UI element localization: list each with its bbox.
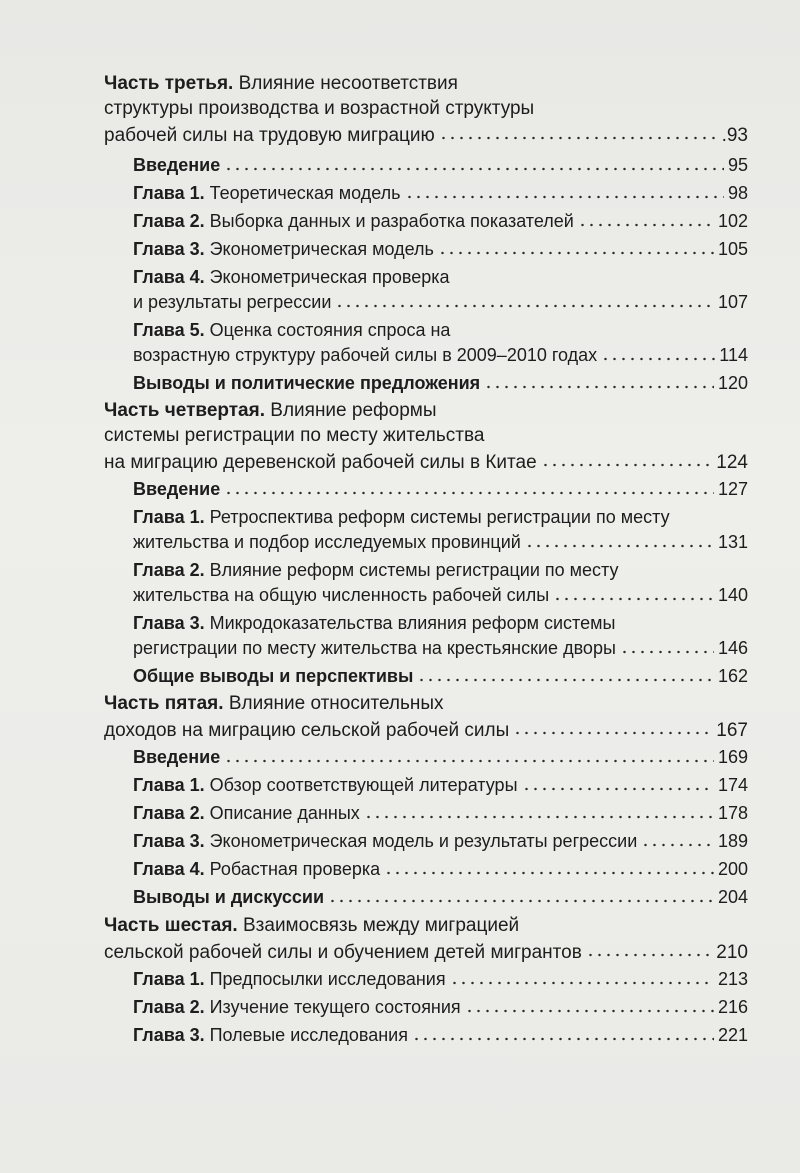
toc-entry-label: Глава 4. (133, 859, 205, 879)
toc-entry-title (133, 801, 360, 825)
toc-entry[interactable] (133, 371, 748, 395)
toc-entry[interactable] (133, 530, 748, 554)
dot-leader (224, 153, 724, 171)
toc-entry-title (133, 209, 574, 233)
dot-leader (384, 857, 714, 875)
toc-entry-label: Глава 1. (133, 507, 205, 527)
toc-entry-label: Введение (133, 155, 221, 175)
toc-entry-text: Полевые исследования (204, 1025, 408, 1045)
toc-entry-text: жительства и подбор исследуемых провинций (133, 532, 521, 552)
toc-entry-title (133, 318, 450, 342)
toc-entry[interactable] (133, 237, 748, 261)
toc-entry-label: Часть пятая. (104, 693, 224, 714)
toc-entry-line[interactable] (104, 914, 519, 938)
dot-leader (513, 717, 712, 736)
toc-entry[interactable] (133, 290, 748, 314)
toc-entry-line[interactable] (104, 97, 534, 121)
toc-entry-text: Влияние относительных (223, 693, 444, 714)
toc-entry-text: возрастную структуру рабочей силы в 2009–2010 годах (133, 345, 598, 365)
toc-entry[interactable] (133, 745, 748, 769)
toc-entry-title (133, 371, 480, 395)
toc-entry[interactable] (133, 773, 748, 797)
toc-entry[interactable] (133, 343, 748, 367)
toc-entry-title (133, 558, 619, 582)
toc-entry-text: Теоретическая модель (204, 183, 401, 203)
dot-leader (484, 371, 714, 389)
toc-entry[interactable] (104, 717, 748, 743)
toc-entry-title (133, 885, 324, 909)
toc-entry-text: Влияние реформ системы регистрации по месту (204, 560, 619, 580)
toc-entry-title (133, 1023, 408, 1047)
dot-leader (335, 290, 714, 308)
toc-entry-line[interactable] (104, 399, 437, 423)
toc-entry[interactable] (133, 967, 748, 991)
toc-entry[interactable] (133, 1023, 748, 1047)
toc-entry[interactable] (133, 801, 748, 825)
toc-page-number: 210 (716, 942, 748, 963)
dot-leader (522, 773, 714, 791)
toc-entry-title (104, 719, 509, 743)
dot-leader (328, 885, 714, 903)
toc-entry-text: структуры производства и возрастной структуры (104, 98, 535, 119)
toc-page-number: 140 (717, 585, 748, 605)
toc-entry-line[interactable] (133, 611, 615, 635)
toc-page-number: 107 (717, 292, 748, 312)
toc-entry-title (133, 995, 461, 1019)
toc-entry-title (104, 914, 519, 938)
toc-entry-title (104, 124, 435, 148)
toc-entry-label: Глава 3. (133, 831, 205, 851)
toc-page-number: 169 (717, 747, 748, 767)
toc-entry-text: и результаты регрессии (133, 292, 332, 312)
toc-page-number: 105 (717, 239, 748, 259)
toc-entry-text: рабочей силы на трудовую миграцию (104, 125, 435, 146)
toc-entry[interactable] (133, 664, 748, 688)
dot-leader (525, 530, 714, 548)
toc-entry-label: Глава 2. (133, 560, 205, 580)
toc-entry-line[interactable] (104, 692, 444, 716)
toc-entry-label: Глава 4. (133, 267, 205, 287)
toc-entry-label: Введение (133, 479, 221, 499)
toc-entry-text: жительства на общую численность рабочей силы (133, 585, 550, 605)
dot-leader (620, 636, 714, 654)
toc-entry-title (104, 72, 458, 96)
toc-page-number: 167 (716, 720, 748, 741)
toc-entry-title (104, 97, 534, 121)
toc-entry-title (133, 343, 597, 367)
toc-entry-text: Эконометрическая проверка (204, 267, 450, 287)
toc-entry-text: Предпосылки исследования (204, 969, 446, 989)
dot-leader (541, 449, 713, 468)
toc-entry-label: Глава 2. (133, 803, 205, 823)
toc-entry-title (133, 530, 521, 554)
toc-entry-title (133, 237, 434, 261)
toc-entry-title (133, 967, 446, 991)
toc-entry-text: Выборка данных и разработка показателей (204, 211, 574, 231)
toc-entry[interactable] (133, 153, 748, 177)
toc-entry[interactable] (104, 122, 748, 148)
toc-entry-title (104, 424, 484, 448)
toc-entry[interactable] (104, 939, 748, 965)
toc-entry[interactable] (133, 209, 748, 233)
toc-entry[interactable] (133, 477, 748, 501)
toc-entry-label: Глава 5. (133, 320, 205, 340)
dot-leader (412, 1023, 714, 1041)
dot-leader (601, 343, 715, 361)
dot-leader (641, 829, 714, 847)
toc-entry-line[interactable] (133, 318, 450, 342)
toc-entry[interactable] (133, 583, 748, 607)
dot-leader (364, 801, 714, 819)
toc-page-number: 114 (719, 345, 748, 365)
toc-entry-text: регистрации по месту жительства на крестьянские дворы (133, 638, 616, 658)
toc-entry[interactable] (133, 181, 748, 205)
toc-entry-label: Часть шестая. (104, 915, 238, 936)
toc-entry-title (133, 290, 331, 314)
toc-page-number: 146 (717, 638, 748, 658)
toc-entry-line[interactable] (104, 72, 458, 96)
toc-entry-text: Ретроспектива реформ системы регистрации по месту (204, 507, 670, 527)
toc-entry-text: на миграцию деревенской рабочей силы в Китае (104, 452, 537, 473)
dot-leader (224, 477, 714, 495)
toc-page-number: 174 (717, 775, 748, 795)
toc-entry-text: системы регистрации по месту жительства (104, 425, 485, 446)
toc-page-number: 95 (727, 155, 748, 175)
dot-leader (417, 664, 714, 682)
toc-entry-title (133, 745, 220, 769)
toc-page-number: 204 (717, 887, 748, 907)
toc-page-number: .93 (721, 125, 748, 146)
toc-entry-label: Общие выводы и перспективы (133, 666, 414, 686)
toc-entry[interactable] (133, 829, 748, 853)
toc-entry-title (133, 153, 220, 177)
toc-page-number: 131 (717, 532, 748, 552)
toc-entry-line[interactable] (133, 505, 670, 529)
toc-entry-title (133, 181, 401, 205)
dot-leader (465, 995, 714, 1013)
dot-leader (439, 122, 718, 141)
toc-page-number: 213 (717, 969, 748, 989)
toc-page-number: 102 (717, 211, 748, 231)
toc-entry[interactable] (104, 449, 748, 475)
dot-leader (438, 237, 714, 255)
toc-page-number: 98 (727, 183, 748, 203)
toc-entry-title (104, 399, 437, 423)
toc-entry-text: Оценка состояния спроса на (204, 320, 451, 340)
toc-entry[interactable] (133, 636, 748, 660)
toc-entry-label: Глава 3. (133, 1025, 205, 1045)
toc-entry-text: Эконометрическая модель (204, 239, 434, 259)
toc-entry-text: сельской рабочей силы и обучением детей мигрантов (104, 942, 582, 963)
toc-entry-title (133, 505, 670, 529)
toc-page-number: 216 (717, 997, 748, 1017)
dot-leader (578, 209, 714, 227)
toc-entry-title (133, 857, 380, 881)
toc-entry-text: доходов на миграцию сельской рабочей силы (104, 720, 510, 741)
toc-entry-title (133, 773, 518, 797)
toc-entry-text: Влияние реформы (265, 400, 437, 421)
dot-leader (224, 745, 714, 763)
toc-entry[interactable] (133, 995, 748, 1019)
toc-entry-title (104, 692, 444, 716)
toc-entry-line[interactable] (133, 558, 619, 582)
toc-entry-label: Выводы и политические предложения (133, 373, 481, 393)
toc-entry-line[interactable] (133, 265, 450, 289)
toc-page-number: 124 (716, 452, 748, 473)
toc-entry-title (133, 611, 615, 635)
toc-entry-title (133, 664, 413, 688)
toc-entry-label: Глава 3. (133, 613, 205, 633)
toc-entry-label: Глава 1. (133, 183, 205, 203)
toc-entry-label: Введение (133, 747, 221, 767)
toc-entry-title (133, 477, 220, 501)
toc-entry-text: Обзор соответствующей литературы (204, 775, 518, 795)
toc-entry-label: Часть четвертая. (104, 400, 265, 421)
toc-entry-label: Глава 1. (133, 969, 205, 989)
toc-entry-label: Глава 2. (133, 211, 205, 231)
toc-entry-title (104, 451, 537, 475)
toc-entry-title (133, 583, 549, 607)
toc-entry-title (133, 265, 450, 289)
toc-entry-text: Микродоказательства влияния реформ системы (204, 613, 616, 633)
toc-entry-label: Выводы и дискуссии (133, 887, 325, 907)
toc-entry-text: Влияние несоответствия (233, 73, 458, 94)
toc-entry-text: Эконометрическая модель и результаты регрессии (204, 831, 638, 851)
toc-page-number: 127 (717, 479, 748, 499)
toc-page-number: 178 (717, 803, 748, 823)
dot-leader (586, 939, 712, 958)
toc-entry[interactable] (133, 857, 748, 881)
toc-entry-title (104, 941, 582, 965)
toc-entry-title (133, 829, 637, 853)
toc-entry-title (133, 636, 616, 660)
toc-entry-label: Глава 3. (133, 239, 205, 259)
toc-page-number: 189 (717, 831, 748, 851)
dot-leader (405, 181, 724, 199)
toc-entry-label: Глава 1. (133, 775, 205, 795)
toc-entry-label: Часть третья. (104, 73, 234, 94)
toc-entry[interactable] (133, 885, 748, 909)
toc-page-number: 162 (717, 666, 748, 686)
toc-entry-text: Описание данных (204, 803, 360, 823)
toc-page-number: 221 (717, 1025, 748, 1045)
toc-page-number: 120 (717, 373, 748, 393)
toc-page-number: 200 (717, 859, 748, 879)
toc-entry-label: Глава 2. (133, 997, 205, 1017)
dot-leader (553, 583, 714, 601)
toc-entry-text: Взаимосвязь между миграцией (237, 915, 520, 936)
toc-entry-text: Робастная проверка (204, 859, 381, 879)
dot-leader (450, 967, 714, 985)
toc-entry-text: Изучение текущего состояния (204, 997, 461, 1017)
toc-entry-line[interactable] (104, 424, 484, 448)
